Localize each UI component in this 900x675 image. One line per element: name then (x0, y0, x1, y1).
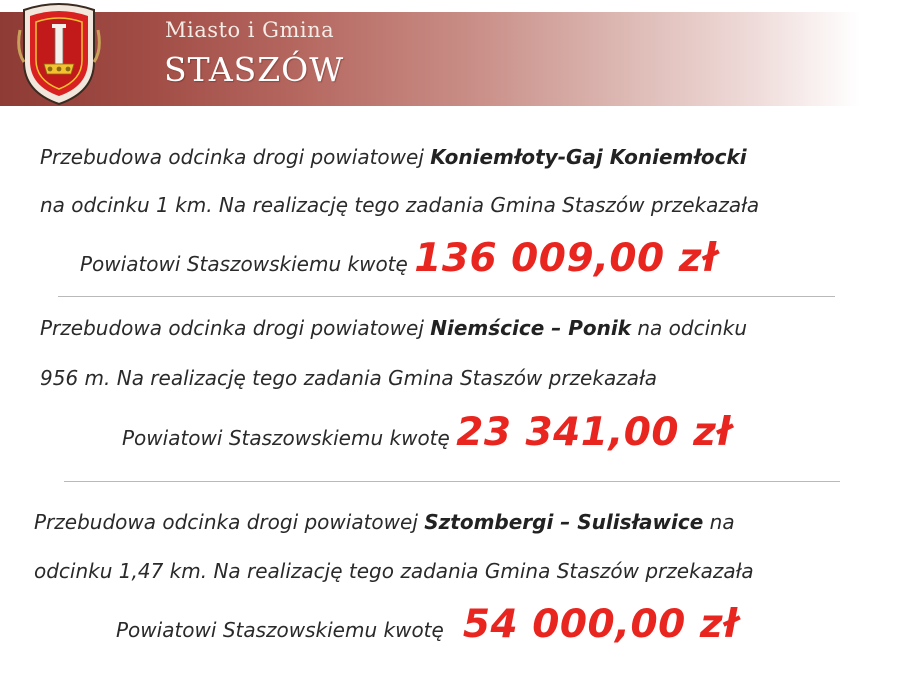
item-2-road-name: Niemścice – Ponik (430, 316, 631, 340)
item-2-line-1 (40, 316, 747, 340)
separator (58, 296, 835, 297)
item-1-line-2: na odcinku 1 km. Na realizację tego zadania Gmina Staszów przekazała (40, 193, 760, 217)
item-3-amount: 54 000,00 zł (462, 602, 739, 647)
item-3-prefix: Przebudowa odcinka drogi powiatowej (34, 510, 425, 534)
item-3-road-name: Sztombergi – Sulisławice (424, 510, 704, 534)
item-1-amount: 136 009,00 zł (414, 236, 718, 281)
coat-of-arms-icon (16, 0, 102, 108)
item-2-prefix: Przebudowa odcinka drogi powiatowej (40, 316, 431, 340)
item-3-line-1 (34, 510, 735, 534)
item-3-line-3 (116, 602, 738, 647)
item-2-suffix: na odcinku (631, 316, 748, 340)
item-2-line-3 (122, 410, 731, 455)
item-1-line-3 (80, 236, 717, 281)
item-2-recipient-label: Powiatowi Staszowskiemu kwotę (122, 426, 450, 450)
brand-subtitle: Miasto i Gmina (165, 18, 335, 42)
item-1-recipient-label: Powiatowi Staszowskiemu kwotę (80, 252, 408, 276)
item-2-line-2: 956 m. Na realizację tego zadania Gmina Staszów przekazała (40, 366, 657, 390)
separator (64, 481, 840, 482)
item-3-recipient-label: Powiatowi Staszowskiemu kwotę (116, 618, 444, 642)
brand-title: STASZÓW (164, 50, 345, 89)
item-2-amount: 23 341,00 zł (456, 410, 732, 455)
item-3-suffix: na (703, 510, 735, 534)
item-1-prefix: Przebudowa odcinka drogi powiatowej (40, 145, 431, 169)
item-3-line-2: odcinku 1,47 km. Na realizację tego zadania Gmina Staszów przekazała (34, 559, 754, 583)
header-banner (0, 12, 860, 106)
item-1-road-name: Koniemłoty-Gaj Koniemłocki (430, 145, 747, 169)
item-1-line-1 (40, 145, 747, 169)
